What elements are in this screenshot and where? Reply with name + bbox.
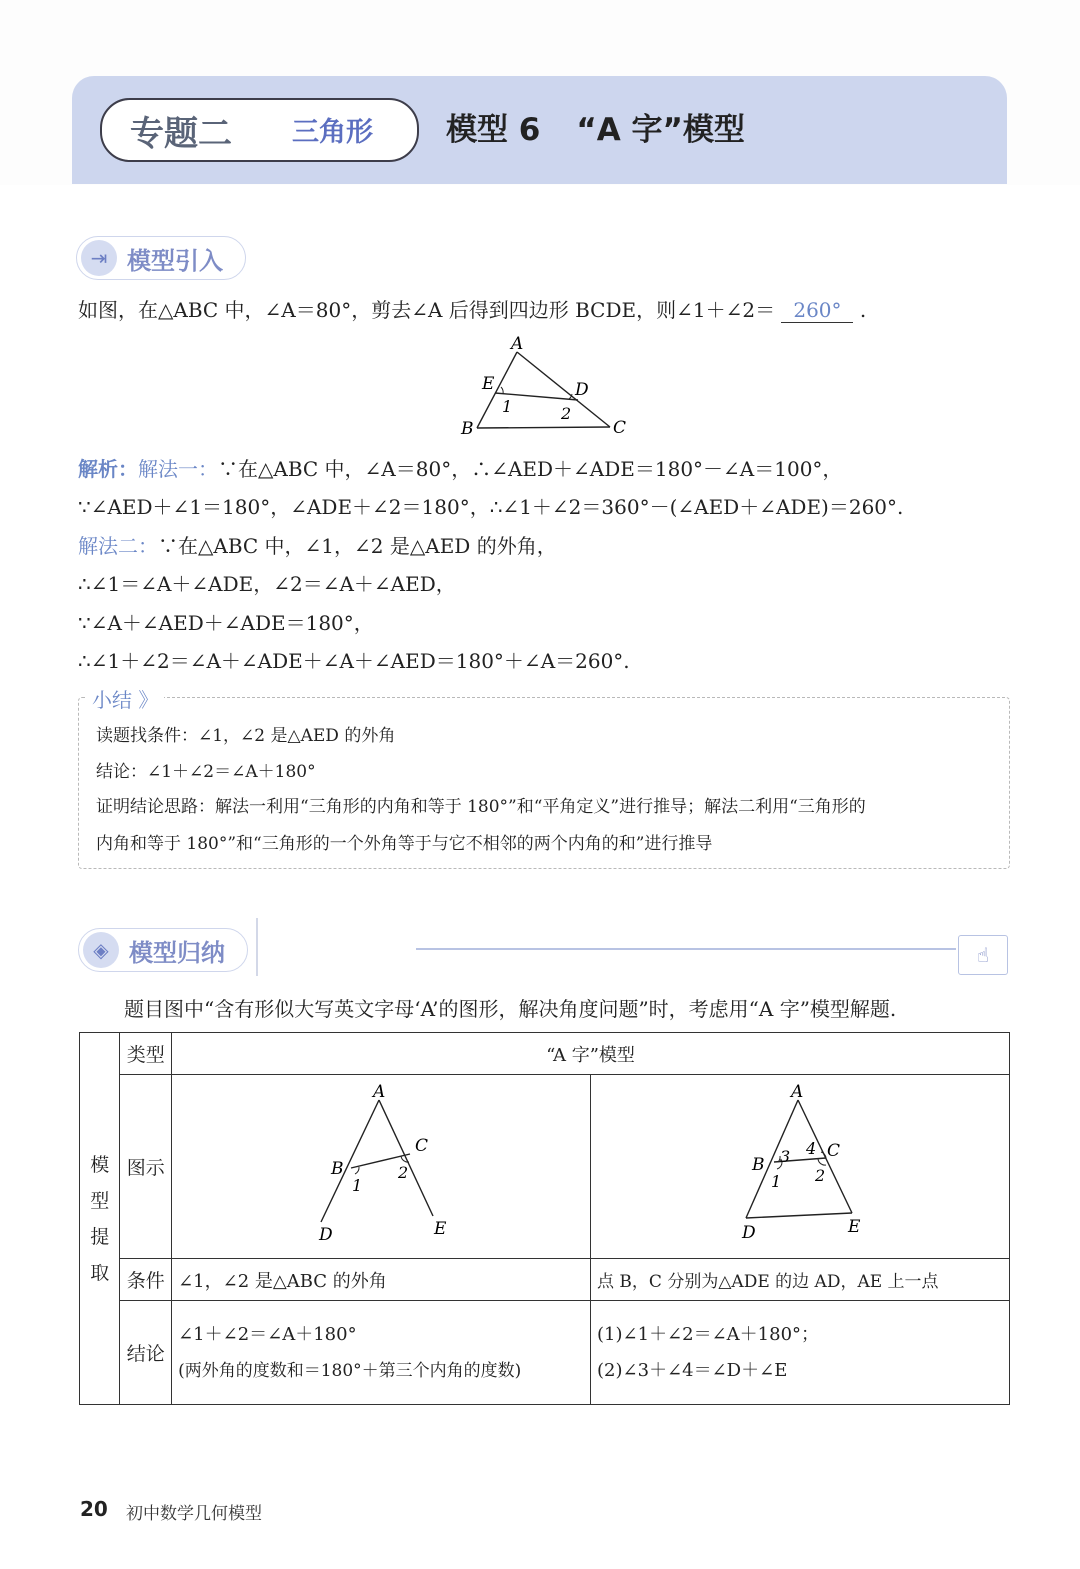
intro-triangle-figure [455,330,635,440]
model-table [79,1032,1010,1405]
summary-line-2: 结论：∠1＋∠2＝∠A＋180° [96,762,316,782]
model-title [446,104,745,149]
analysis-line-6: ∴∠1＋∠2＝∠A＋∠ADE＋∠A＋∠AED＝180°＋∠A＝260°. [78,649,630,673]
svg-text:B: B [752,1154,765,1175]
svg-text:E: E [848,1216,861,1237]
summary-title: 小结 》 [86,684,164,713]
page-number: 20 [80,1497,108,1521]
figure-right-cell [591,1075,1010,1259]
cube-icon: ◈ [83,932,119,968]
analysis-line-3: 解法二：∵在△ABC 中，∠1，∠2 是△AED 的外角， [78,534,557,558]
svg-text:2: 2 [398,1162,409,1182]
enter-icon: ⇥ [81,240,117,276]
method2-label: 解法二： [78,534,158,558]
conclusion-right: (1)∠1＋∠2＝∠A＋180°； (2)∠3＋∠4＝∠D＋∠E [591,1301,1010,1405]
svg-text:D: D [319,1224,333,1245]
svg-text:1: 1 [502,397,513,416]
svg-text:C: C [827,1140,841,1161]
summary-line-3: 证明结论思路：解法一利用“三角形的内角和等于 180°”和“平角定义”进行推导；解法二利用“三角形的 [96,797,866,817]
summary-line-4: 内角和等于 180°”和“三角形的一个外角等于与它不相邻的两个内角的和”进行推导 [96,834,713,854]
method1-label: 解法一： [138,457,218,481]
svg-text:C: C [415,1135,429,1156]
analysis-label: 解析： [78,457,138,481]
figure-left-cell [172,1075,591,1259]
figure-right [700,1082,900,1252]
side-label: 模 型 提 取 [80,1033,120,1405]
section-summary-title: 模型归纳 [129,938,225,967]
topic-name: 三角形 [292,117,373,148]
svg-text:2: 2 [815,1165,826,1185]
svg-text:C: C [613,418,627,438]
svg-text:E: E [482,374,495,394]
condition-label: 条件 [120,1259,172,1301]
model-intro-text: 题目图中“含有形似大写英文字母‘A’的图形，解决角度问题”时，考虑用“A 字”模型解题. [124,997,897,1021]
svg-text:A: A [511,334,524,354]
answer-blank: 260° [781,298,853,323]
analysis-line-5: ∵∠A＋∠AED＋∠ADE＝180°， [78,611,374,635]
svg-text:3: 3 [780,1146,791,1166]
conclusion-label: 结论 [120,1301,172,1405]
analysis-line-1: 解析：解法一：∵在△ABC 中，∠A＝80°，∴∠AED＋∠ADE＝180°－∠A＝100°， [78,457,843,481]
model-label: 模型 6 [446,112,541,148]
pointer-hand-icon: ☝ [958,935,1008,975]
type-label: 类型 [120,1033,172,1075]
figure-label: 图示 [120,1075,172,1259]
svg-text:2: 2 [561,404,572,423]
svg-text:B: B [461,419,474,439]
svg-text:4: 4 [806,1138,817,1158]
figure-left [281,1082,481,1252]
svg-text:A: A [791,1081,804,1102]
type-value: “A 字”模型 [172,1033,1010,1075]
section-divider-line [416,948,956,950]
analysis-line-2: ∵∠AED＋∠1＝180°，∠ADE＋∠2＝180°，∴∠1＋∠2＝360°－(∠AED＋∠ADE)＝260°. [78,495,904,519]
svg-text:1: 1 [771,1171,782,1191]
condition-left: ∠1，∠2 是△ABC 的外角 [172,1259,591,1301]
problem-statement: 如图，在△ABC 中，∠A＝80°，剪去∠A 后得到四边形 BCDE，则∠1＋∠2＝ 260° . [78,298,867,322]
condition-right: 点 B，C 分别为△ADE 的边 AD，AE 上一点 [591,1259,1010,1301]
svg-text:B: B [331,1158,344,1179]
conclusion-left: ∠1＋∠2＝∠A＋180° (两外角的度数和＝180°＋第三个内角的度数) [172,1301,591,1405]
section-intro-title: 模型引入 [127,246,223,275]
topic-number: 专题二 [130,114,232,154]
book-title: 初中数学几何模型 [126,1504,262,1524]
section-summary-pill [78,928,248,972]
svg-text:D: D [742,1222,756,1243]
svg-text:1: 1 [352,1175,363,1195]
model-name: “A 字”模型 [576,112,745,148]
svg-text:D: D [575,380,589,400]
section-intro-pill [76,236,246,280]
section-divider-bar [256,918,258,976]
svg-text:A: A [373,1081,386,1102]
svg-text:E: E [434,1218,447,1239]
analysis-line-4: ∴∠1＝∠A＋∠ADE，∠2＝∠A＋∠AED， [78,572,456,596]
summary-line-1: 读题找条件：∠1，∠2 是△AED 的外角 [96,726,396,746]
